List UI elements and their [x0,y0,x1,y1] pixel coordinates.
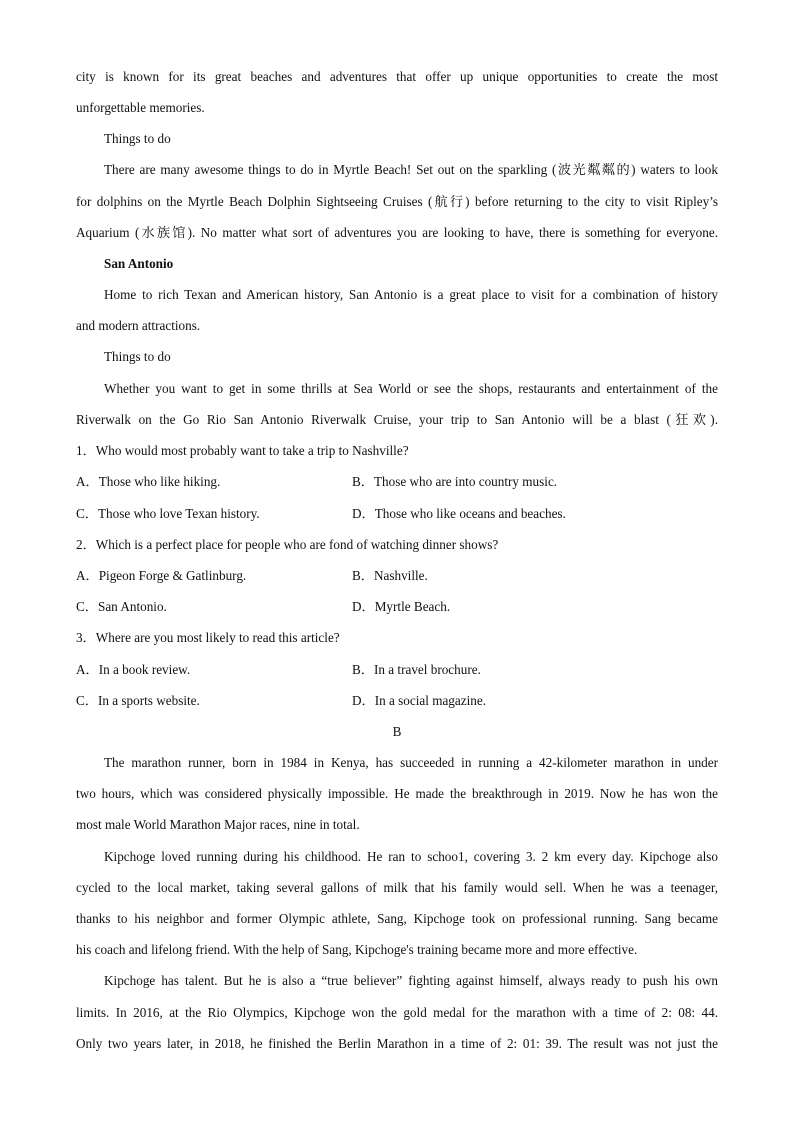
answer-option: D．Myrtle Beach. [352,599,451,614]
answer-option: B．Those who are into country music. [352,474,558,489]
answer-option: B．In a travel brochure. [352,662,481,677]
section-heading: San Antonio [104,256,174,271]
paragraph-line: Home to rich Texan and American history, San Antonio is a great place to visit for a combination of history [104,287,718,302]
paragraph-line: Whether you want to get in some thrills at Sea World or see the shops, restaurants and entertainment of the [104,381,718,396]
answer-option: A．Those who like hiking. [76,474,221,489]
section-label: B [392,724,402,739]
answer-option: D．In a social magazine. [352,693,487,708]
things-to-do-heading: Things to do [104,349,171,364]
paragraph-line: most male World Marathon Major races, nine in total. [76,817,360,832]
intro-line: unforgettable memories. [76,100,205,115]
intro-line: city is known for its great beaches and adventures that offer up unique opportunities to create the most [76,69,718,84]
paragraph-line: thanks to his neighbor and former Olympic athlete, Sang, Kipchoge took on professional running. Sang became [76,911,718,926]
answer-option: D．Those who like oceans and beaches. [352,506,566,521]
paragraph-line: for dolphins on the Myrtle Beach Dolphin Sightseeing Cruises (航行) before returning to the city to visit Ripley’s [76,194,718,209]
paragraph-line: There are many awesome things to do in Myrtle Beach! Set out on the sparkling (波光粼粼的) waters to look [104,162,718,177]
paragraph-line: Kipchoge has talent. But he is also a “true believer” fighting against himself, always ready to push his own [104,973,718,988]
answer-option: C．Those who love Texan history. [76,506,260,521]
question-stem: 3．Where are you most likely to read this article? [76,630,340,645]
answer-option: C．San Antonio. [76,599,167,614]
answer-option: C．In a sports website. [76,693,200,708]
paragraph-line: Only two years later, in 2018, he finished the Berlin Marathon in a time of 2: 01: 39. The result was not just the [76,1036,718,1051]
paragraph-line: cycled to the local market, taking several gallons of milk that his family would sell. When he was a teenager, [76,880,718,895]
paragraph-line: Riverwalk on the Go Rio San Antonio Riverwalk Cruise, your trip to San Antonio will be a blast (狂欢). [76,412,718,427]
paragraph-line: his coach and lifelong friend. With the help of Sang, Kipchoge's training became more and more effective. [76,942,638,957]
question-stem: 2．Which is a perfect place for people who are fond of watching dinner shows? [76,537,499,552]
paragraph-line: The marathon runner, born in 1984 in Kenya, has succeeded in running a 42-kilometer marathon in under [104,755,718,770]
paragraph-line: Aquarium (水族馆). No matter what sort of adventures you are looking to have, there is something for everyone. [76,225,718,240]
answer-option: B．Nashville. [352,568,428,583]
question-stem: 1．Who would most probably want to take a trip to Nashville? [76,443,409,458]
answer-option: A．Pigeon Forge & Gatlinburg. [76,568,247,583]
paragraph-line: Kipchoge loved running during his childhood. He ran to schoo1, covering 3. 2 km every day. Kipchoge also [104,849,718,864]
paragraph-line: limits. In 2016, at the Rio Olympics, Kipchoge won the gold medal for the marathon with a time of 2: 08: 44. [76,1005,718,1020]
answer-option: A．In a book review. [76,662,191,677]
paragraph-line: and modern attractions. [76,318,201,333]
paragraph-line: two hours, which was considered physically impossible. He made the breakthrough in 2019. Now he has won the [76,786,718,801]
things-to-do-heading: Things to do [104,131,171,146]
